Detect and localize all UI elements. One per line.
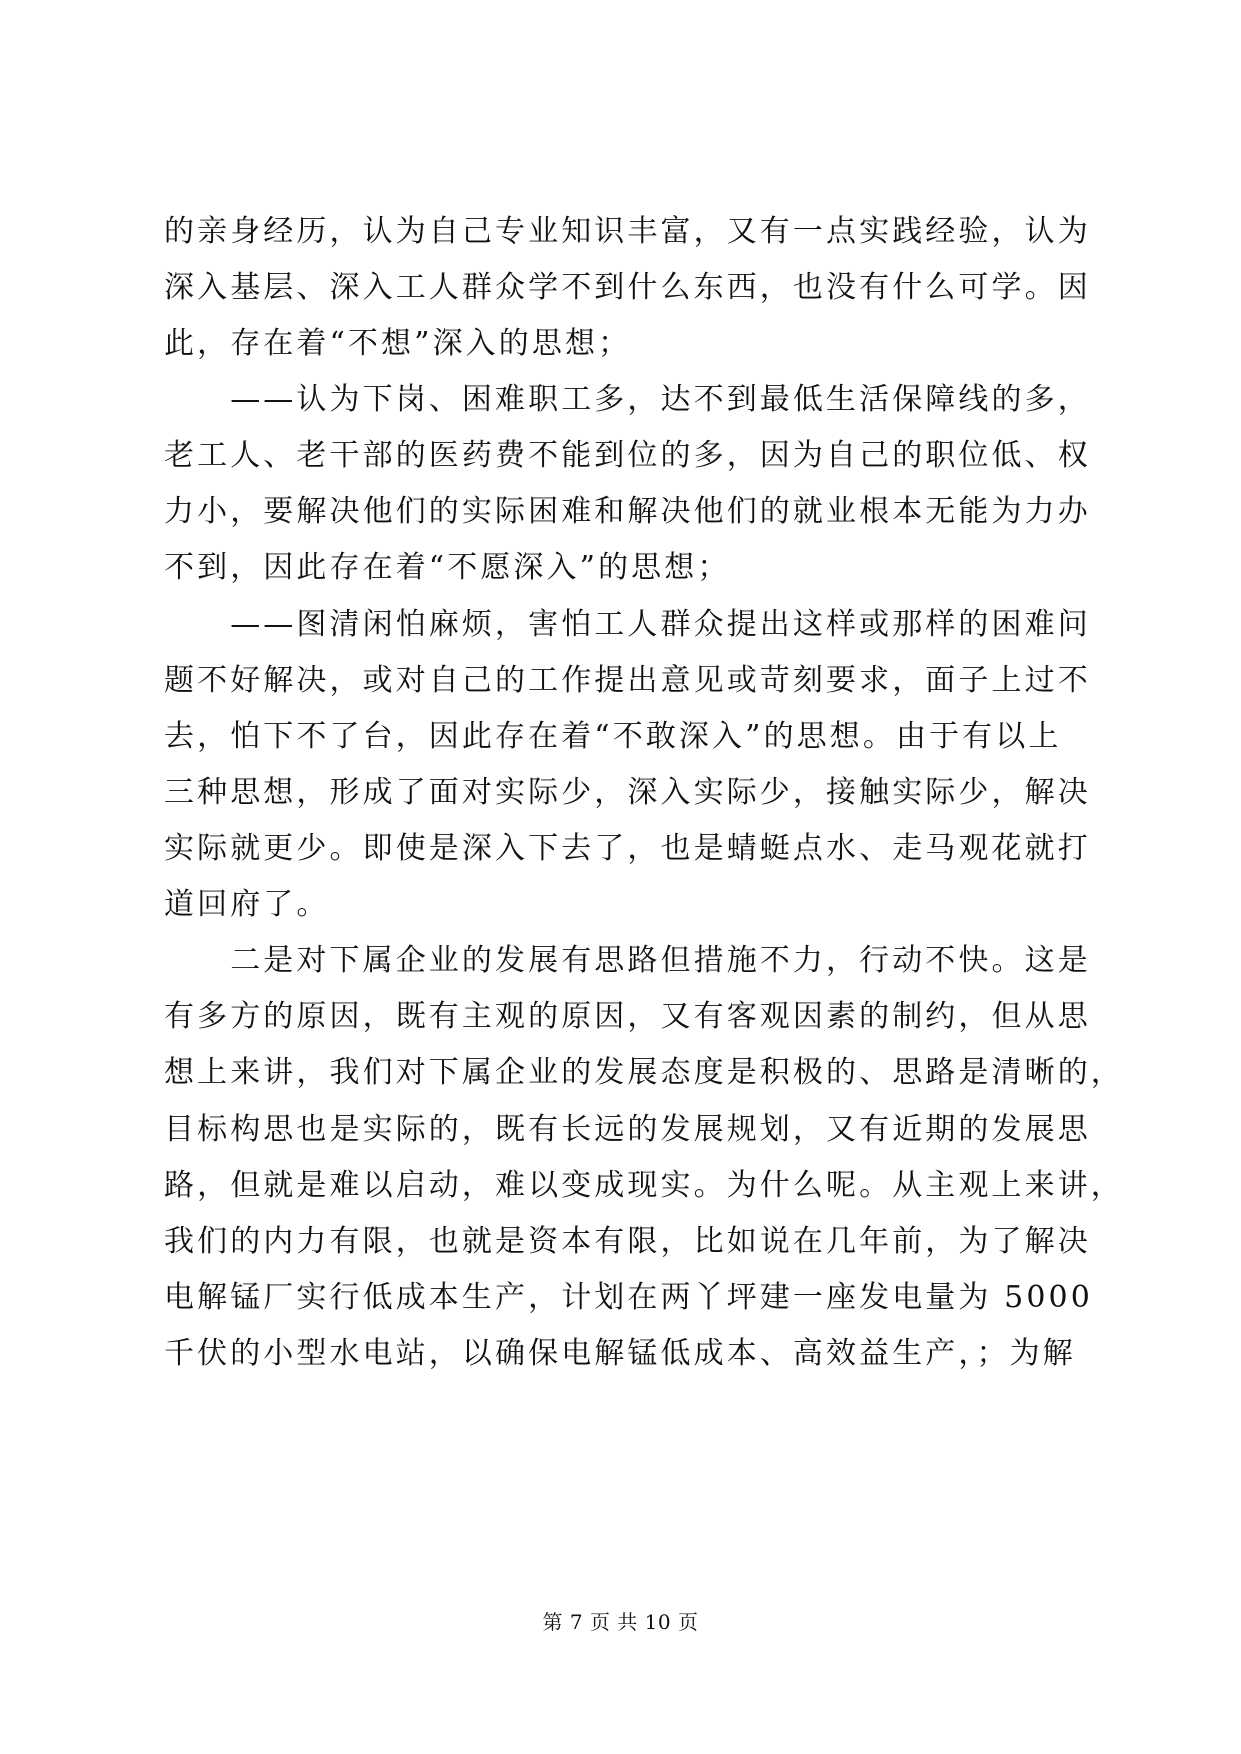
text-line: 二是对下属企业的发展有思路但措施不力，行动不快。这是 <box>164 943 1091 978</box>
text-line: 想上来讲，我们对下属企业的发展态度是积极的、思路是清晰的， <box>164 1055 1124 1090</box>
text-line: ——认为下岗、困难职工多，达不到最低生活保障线的多， <box>164 382 1091 417</box>
text-line: 深入基层、深入工人群众学不到什么东西，也没有什么可学。因 <box>164 270 1091 305</box>
text-line: 道回府了。 <box>164 887 330 922</box>
text-line: 目标构思也是实际的，既有长远的发展规划，又有近期的发展思 <box>164 1112 1091 1147</box>
text-line: 有多方的原因，既有主观的原因，又有客观因素的制约，但从思 <box>164 999 1091 1034</box>
page-number-footer: 第 7 页 共 10 页 <box>542 1610 699 1634</box>
text-line: 力小，要解决他们的实际困难和解决他们的就业根本无能为力办 <box>164 494 1091 529</box>
text-line: 此，存在着“不想”深入的思想； <box>164 326 632 361</box>
text-line: 千伏的小型水电站，以确保电解锰低成本、高效益生产，；为解 <box>164 1336 1076 1371</box>
text-line: 去，怕下不了台，因此存在着“不敢深入”的思想。由于有以上 <box>164 719 1062 754</box>
text-line: 题不好解决，或对自己的工作提出意见或苛刻要求，面子上过不 <box>164 663 1091 698</box>
text-line: 我们的内力有限，也就是资本有限，比如说在几年前，为了解决 <box>164 1224 1091 1259</box>
text-line: 路，但就是难以启动，难以变成现实。为什么呢。从主观上来讲， <box>164 1168 1124 1203</box>
text-line: 实际就更少。即使是深入下去了，也是蜻蜓点水、走马观花就打 <box>164 831 1091 866</box>
text-line: 三种思想，形成了面对实际少，深入实际少，接触实际少，解决 <box>164 775 1091 810</box>
text-line: 的亲身经历，认为自己专业知识丰富，又有一点实践经验，认为 <box>164 214 1091 249</box>
text-line: 电解锰厂实行低成本生产，计划在两丫坪建一座发电量为 5000 <box>164 1280 1093 1315</box>
text-line: 不到，因此存在着“不愿深入”的思想； <box>164 550 731 585</box>
text-line: 老工人、老干部的医药费不能到位的多，因为自己的职位低、权 <box>164 438 1091 473</box>
text-line: ——图清闲怕麻烦，害怕工人群众提出这样或那样的困难问 <box>164 607 1091 642</box>
